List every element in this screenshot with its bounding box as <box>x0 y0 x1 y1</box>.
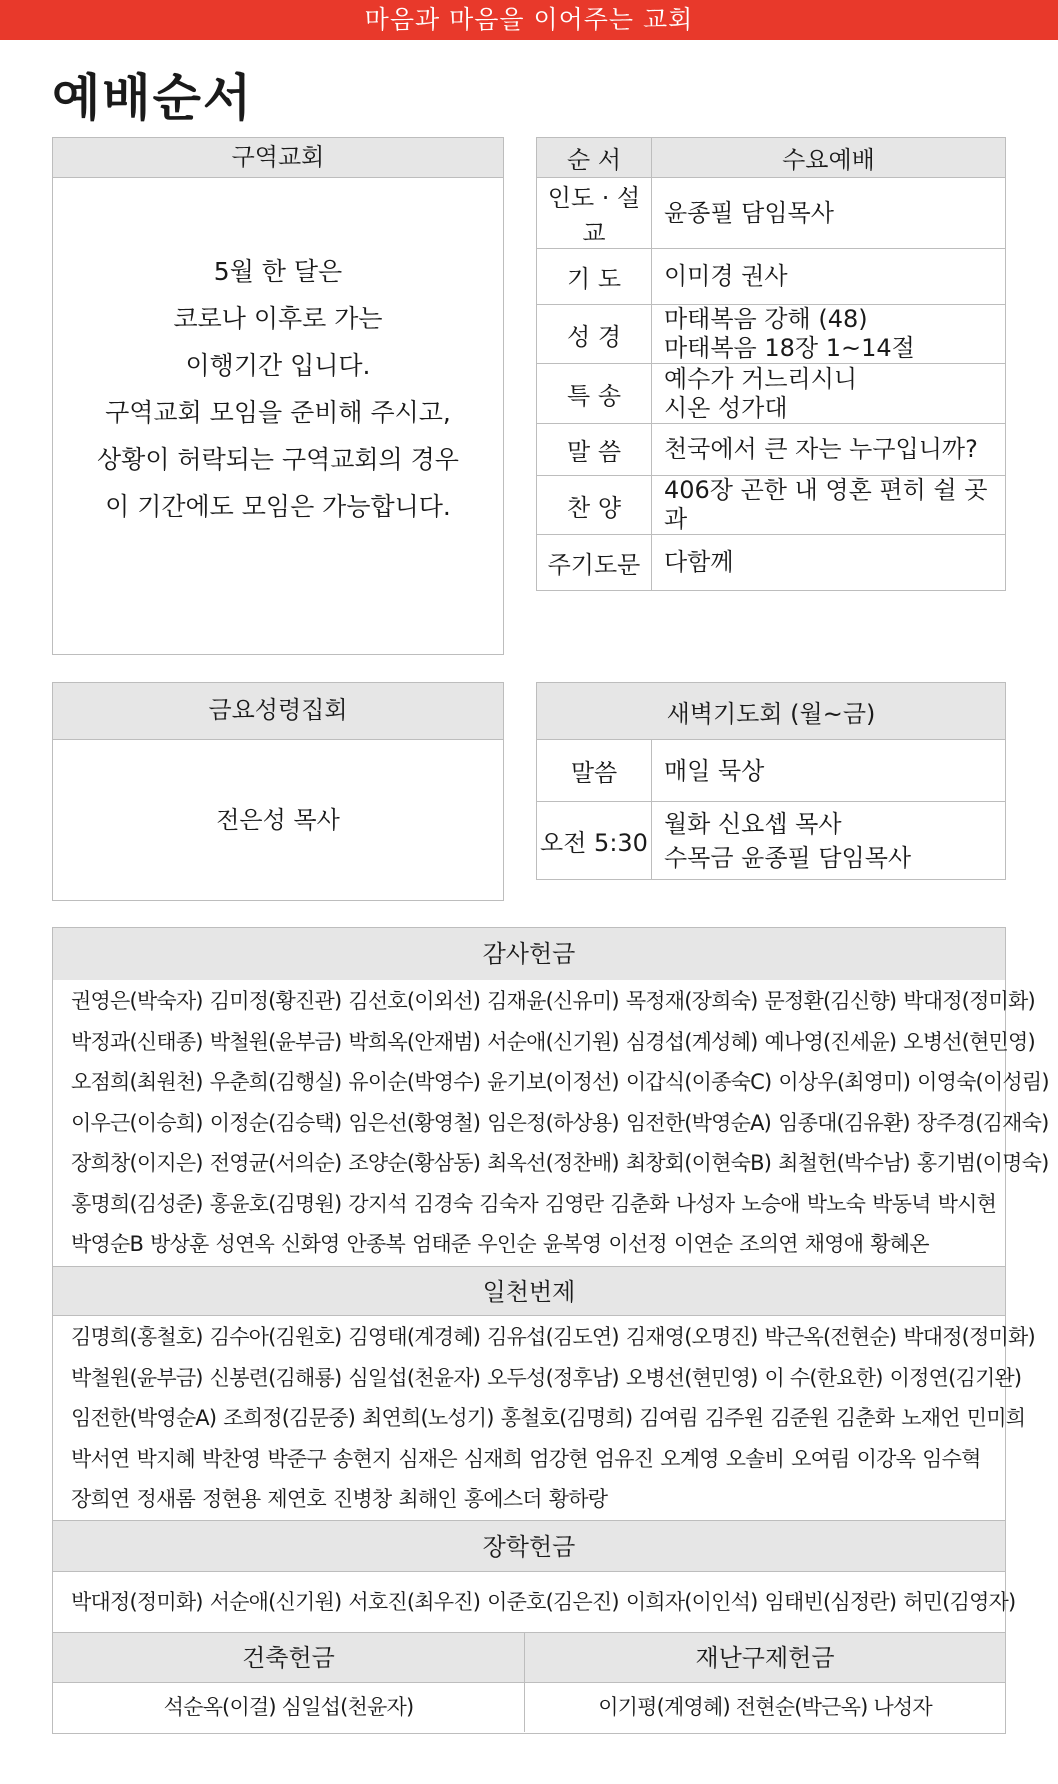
church-slogan-banner: 마음과 마음을 이어주는 교회 <box>0 0 1058 40</box>
donor-name: 오계영 <box>660 1446 719 1471</box>
donor-name: 임수혁 <box>922 1446 981 1471</box>
name-line <box>71 1224 991 1265</box>
wednesday-order-row <box>537 249 1006 305</box>
tithe-offering-names <box>53 1316 1035 1520</box>
donor-name: 심경섭(계성혜) <box>625 1029 758 1054</box>
district-message-line: 코로나 이후로 가는 <box>173 304 383 333</box>
donor-name: 박동녁 <box>872 1191 931 1216</box>
donor-name: 조양순(황삼동) <box>348 1151 481 1175</box>
donor-name: 김준원 <box>770 1406 829 1430</box>
donor-name: 김여림 <box>639 1406 698 1430</box>
dawn-item-line: 수목금 윤종필 담임목사 <box>664 843 912 872</box>
donor-name: 오여림 <box>791 1446 850 1471</box>
donor-name: 오병선(현민영) <box>625 1365 758 1390</box>
donor-name: 최창회(이현숙B) <box>625 1151 772 1175</box>
relief-offering-title: 재난구제헌금 <box>525 1633 1005 1683</box>
donor-name: 엄유진 <box>594 1446 654 1471</box>
donor-name: 오점희(최원천) <box>71 1070 203 1094</box>
name-line <box>71 1439 991 1480</box>
donor-name: 박근옥(전현순) <box>764 1325 897 1349</box>
donor-name: 강지석 <box>348 1191 407 1216</box>
donor-name: 권영은(박숙자) <box>71 989 203 1013</box>
donor-name: 박철원(윤부금) <box>71 1365 203 1390</box>
order-item-label: 인도 · 설교 <box>537 178 652 249</box>
donor-name: 정현용 <box>201 1487 261 1511</box>
friday-service-title: 금요성령집회 <box>53 683 503 740</box>
donor-name: 김경숙 <box>413 1191 473 1216</box>
donor-name: 조의연 <box>739 1232 798 1256</box>
name-line <box>71 1184 997 1225</box>
building-offering-title: 건축헌금 <box>53 1633 524 1683</box>
offering-box <box>52 927 1049 1734</box>
donor-name: 황하랑 <box>548 1487 608 1511</box>
donor-name: 전영균(서의순) <box>209 1151 342 1175</box>
order-item-value <box>652 476 1006 535</box>
donor-name: 심일섭(천윤자) <box>348 1365 481 1390</box>
donor-name: 김재영(오명진) <box>625 1325 758 1349</box>
wednesday-order-row <box>537 535 1006 591</box>
donor-name: 김유섭(김도연) <box>487 1325 619 1349</box>
dawn-item-value <box>652 740 1006 802</box>
dawn-item-line: 매일 묵상 <box>664 756 765 785</box>
donor-name: 박지혜 <box>136 1446 195 1471</box>
order-item-line: 406장 곤한 내 영혼 편히 쉴 곳과 <box>664 476 988 533</box>
donor-name: 박시현 <box>937 1191 997 1216</box>
dawn-item-label: 말씀 <box>537 740 652 802</box>
name-line <box>71 1398 1026 1439</box>
building-offering-section <box>53 1633 525 1732</box>
donor-name: 우춘희(김행실) <box>209 1070 342 1094</box>
thanks-offering-title: 감사헌금 <box>53 928 1005 980</box>
donor-name: 김재윤(신유미) <box>487 989 619 1013</box>
donor-name: 이강옥 <box>856 1446 916 1471</box>
name-line <box>71 1317 1035 1358</box>
district-church-box <box>52 137 504 655</box>
donor-name: 최연희(노성기) <box>361 1406 494 1430</box>
donor-name: 이준호(김은진) <box>487 1590 619 1614</box>
donor-name: 서순애(신기원) <box>209 1590 342 1614</box>
order-item-line: 다함께 <box>664 548 734 576</box>
donor-name: 홍철호(김명희) <box>500 1406 633 1430</box>
donor-name: 이 수(한요한) <box>764 1365 883 1390</box>
donor-name: 심재은 <box>398 1446 457 1471</box>
donor-name: 박영순B <box>71 1232 144 1256</box>
donor-name: 장희연 <box>71 1487 130 1511</box>
donor-name: 이정순(김승택) <box>209 1110 342 1135</box>
dawn-prayer-row <box>537 740 1006 802</box>
building-offering-names: 석순옥(이걸) 심일섭(천윤자) <box>163 1695 414 1719</box>
order-item-value <box>652 364 1006 424</box>
name-line <box>71 981 1035 1022</box>
donor-name: 김춘화 <box>835 1406 895 1430</box>
donor-name: 김명희(홍철호) <box>71 1325 203 1349</box>
district-message-line: 구역교회 모임을 준비해 주시고, <box>105 398 451 427</box>
order-item-line: 윤종필 담임목사 <box>664 198 834 227</box>
order-item-value <box>652 178 1006 249</box>
order-item-label: 찬 양 <box>537 476 652 535</box>
donor-name: 윤기보(이정선) <box>487 1070 619 1094</box>
donor-name: 목정재(장희숙) <box>625 989 758 1013</box>
donor-name: 제연호 <box>267 1487 326 1511</box>
donor-name: 우인순 <box>477 1232 536 1256</box>
dawn-item-line: 월화 신요셉 목사 <box>664 809 842 838</box>
tithe-offering-title: 일천번제 <box>53 1266 1005 1316</box>
donor-name: 유이순(박영수) <box>348 1070 481 1094</box>
donor-name: 박서연 <box>71 1446 130 1471</box>
name-line <box>71 1479 991 1520</box>
donor-name: 박노숙 <box>806 1191 866 1216</box>
order-item-label: 특 송 <box>537 364 652 424</box>
donor-name: 민미희 <box>966 1406 1026 1430</box>
order-item-label: 주기도문 <box>537 535 652 591</box>
donor-name: 노승애 <box>741 1191 800 1216</box>
district-church-message <box>53 178 503 530</box>
donor-name: 오솔비 <box>725 1446 785 1471</box>
donor-name: 박철원(윤부금) <box>209 1029 342 1054</box>
donor-name: 김주원 <box>704 1406 764 1430</box>
donor-name: 홍명희(김성준) <box>71 1191 203 1216</box>
donor-name: 신봉련(김해룡) <box>209 1365 342 1390</box>
donor-name: 이연순 <box>673 1232 733 1256</box>
donor-name: 엄태준 <box>411 1232 471 1256</box>
donor-name: 이영숙(이성림) <box>917 1070 1049 1094</box>
donor-name: 서호진(최우진) <box>348 1590 481 1614</box>
donor-name: 김수아(김원호) <box>209 1325 342 1349</box>
relief-offering-section <box>525 1633 1005 1732</box>
donor-name: 김선호(이외선) <box>348 989 481 1013</box>
donor-name: 홍기범(이명숙) <box>916 1151 1049 1175</box>
donor-name: 조희정(김문중) <box>223 1406 355 1430</box>
donor-name: 장희창(이지은) <box>71 1151 203 1175</box>
dawn-prayer-row <box>537 802 1006 880</box>
district-church-title: 구역교회 <box>53 138 503 178</box>
order-item-label: 말 씀 <box>537 424 652 476</box>
order-item-line: 천국에서 큰 자는 누구입니까? <box>664 435 978 463</box>
donor-name: 예나영(진세윤) <box>764 1029 897 1054</box>
donor-name: 박대정(정미화) <box>903 989 1035 1013</box>
wednesday-order-row <box>537 424 1006 476</box>
order-item-label: 기 도 <box>537 249 652 305</box>
donor-name: 서순애(신기원) <box>487 1029 619 1054</box>
donor-name: 박대정(정미화) <box>903 1325 1035 1349</box>
donor-name: 박대정(정미화) <box>71 1590 203 1614</box>
donor-name: 이희자(이인석) <box>625 1590 758 1614</box>
order-item-line: 이미경 권사 <box>664 262 788 290</box>
donor-name: 나성자 <box>675 1191 735 1216</box>
scholarship-offering-names <box>53 1572 1016 1632</box>
order-item-value <box>652 249 1006 305</box>
donor-name: 박희옥(안재범) <box>348 1029 481 1054</box>
district-message-line: 상황이 허락되는 구역교회의 경우 <box>97 445 459 474</box>
donor-name: 이선정 <box>608 1232 667 1256</box>
donor-name: 오병선(현민영) <box>903 1029 1035 1054</box>
donor-name: 안종복 <box>346 1232 405 1256</box>
donor-name: 엄강현 <box>529 1446 588 1471</box>
order-item-label: 성 경 <box>537 305 652 364</box>
donor-name: 진병창 <box>332 1487 392 1511</box>
dawn-prayer-title: 새벽기도회 (월~금) <box>537 683 1006 740</box>
donor-name: 김미정(황진관) <box>209 989 342 1013</box>
donor-name: 임은정(하상용) <box>487 1110 619 1135</box>
donor-name: 김영란 <box>544 1191 604 1216</box>
donor-name: 박찬영 <box>201 1446 261 1471</box>
name-line <box>71 1572 1016 1632</box>
donor-name: 문정환(김신향) <box>764 989 897 1013</box>
donor-name: 최옥선(정찬배) <box>487 1151 619 1175</box>
name-line <box>71 1358 1022 1399</box>
order-item-value <box>652 424 1006 476</box>
order-item-line: 시온 성가대 <box>664 393 788 422</box>
donor-name: 성연옥 <box>215 1232 275 1256</box>
donor-name: 이갑식(이종숙C) <box>625 1070 772 1094</box>
wednesday-service-title: 수요예배 <box>652 138 1006 178</box>
donor-name: 임태빈(심정란) <box>764 1590 897 1614</box>
order-item-value <box>652 535 1006 591</box>
dawn-item-value <box>652 802 1006 880</box>
relief-offering-names: 이기평(계영혜) 전현순(박근옥) 나성자 <box>598 1695 932 1719</box>
dawn-prayer-table <box>536 682 1006 880</box>
order-item-line: 마태복음 강해 (48) <box>664 305 868 333</box>
wednesday-service-table <box>536 137 1006 591</box>
donor-name: 박정과(신태종) <box>71 1029 203 1054</box>
donor-name: 임전한(박영순A) <box>625 1110 772 1135</box>
donor-name: 이정연(김기완) <box>889 1365 1022 1390</box>
donor-name: 윤복영 <box>542 1232 602 1256</box>
donor-name: 김영태(계경혜) <box>348 1325 481 1349</box>
friday-service-box <box>52 682 504 901</box>
donor-name: 김춘화 <box>610 1191 669 1216</box>
donor-name: 채영애 <box>804 1232 864 1256</box>
district-message-line: 이 기간에도 모임은 가능합니다. <box>105 492 451 521</box>
wednesday-order-row <box>537 305 1006 364</box>
order-item-line: 예수가 거느리시니 <box>664 364 858 393</box>
scholarship-offering-title: 장학헌금 <box>53 1520 1005 1572</box>
district-message-line: 5월 한 달은 <box>213 257 343 286</box>
order-column-header: 순 서 <box>537 138 652 178</box>
thanks-offering-names <box>53 980 1049 1266</box>
donor-name: 임전한(박영순A) <box>71 1406 217 1430</box>
dawn-item-label: 오전 5:30 <box>537 802 652 880</box>
donor-name: 이상우(최영미) <box>778 1070 911 1094</box>
donor-name: 홍에스더 <box>463 1487 542 1511</box>
donor-name: 최철헌(박수남) <box>778 1151 910 1175</box>
name-line <box>71 1022 1035 1063</box>
donor-name: 황혜온 <box>870 1232 929 1256</box>
donor-name: 신화영 <box>281 1232 340 1256</box>
order-item-line: 마태복음 18장 1~14절 <box>664 334 915 362</box>
donor-name: 임은선(황영철) <box>348 1110 481 1135</box>
donor-name: 박준구 <box>267 1446 326 1471</box>
donor-name: 허민(김영자) <box>903 1590 1016 1614</box>
donor-name: 임종대(김유환) <box>778 1110 910 1135</box>
donor-name: 정새롬 <box>136 1487 195 1511</box>
donor-name: 장주경(김재숙) <box>916 1110 1049 1135</box>
donor-name: 방상훈 <box>150 1232 209 1256</box>
district-message-line: 이행기간 입니다. <box>185 351 371 380</box>
donor-name: 노재언 <box>901 1406 960 1430</box>
name-line <box>71 1062 1049 1103</box>
order-item-value <box>652 305 1006 364</box>
donor-name: 이우근(이승희) <box>71 1110 203 1135</box>
wednesday-order-row <box>537 364 1006 424</box>
donor-name: 송현지 <box>332 1446 392 1471</box>
donor-name: 심재희 <box>463 1446 523 1471</box>
wednesday-order-row <box>537 476 1006 535</box>
donor-name: 오두성(정후남) <box>487 1365 619 1390</box>
name-line <box>71 1103 1049 1144</box>
wednesday-order-row <box>537 178 1006 249</box>
donor-name: 홍윤호(김명원) <box>209 1191 342 1216</box>
name-line <box>71 1143 1049 1184</box>
donor-name: 김숙자 <box>479 1191 538 1216</box>
friday-service-preacher: 전은성 목사 <box>216 806 340 834</box>
page-title: 예배순서 <box>52 69 254 127</box>
donor-name: 최해인 <box>398 1487 457 1511</box>
